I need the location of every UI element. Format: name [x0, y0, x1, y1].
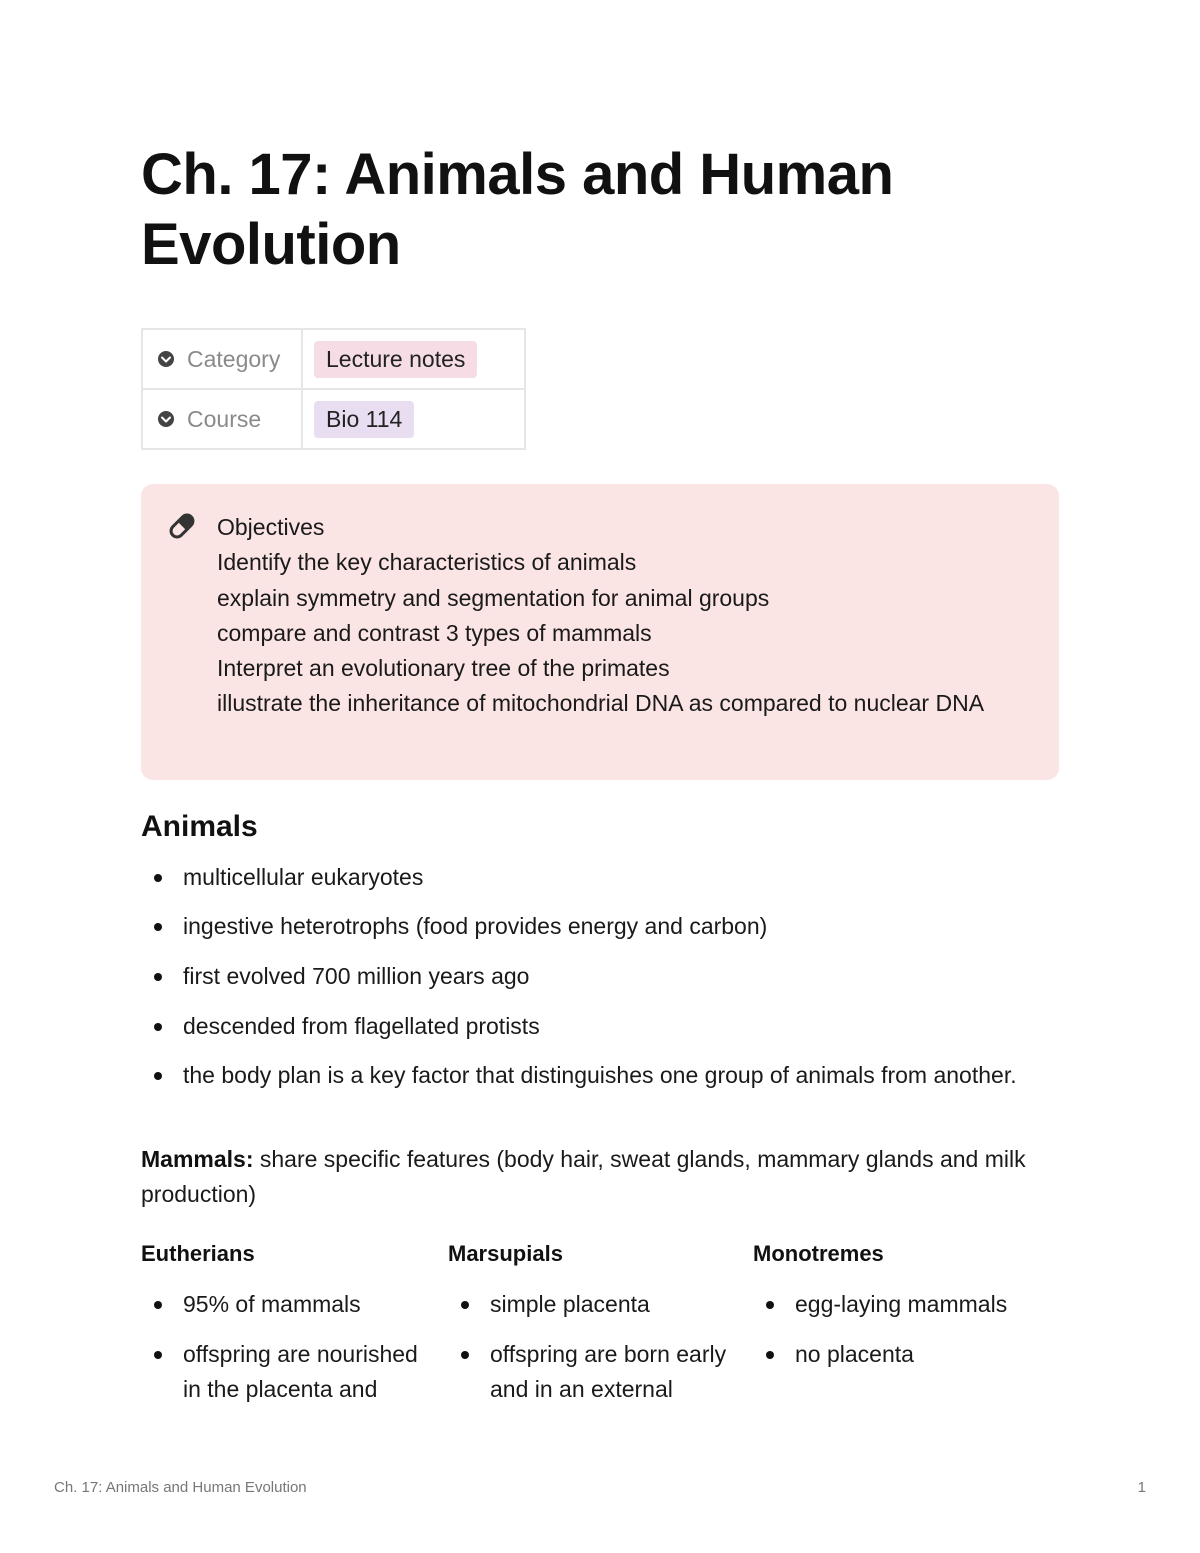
- callout-line: explain symmetry and segmentation for animal groups: [217, 584, 770, 611]
- callout-line: Interpret an evolutionary tree of the primates: [217, 655, 670, 682]
- callout-line: illustrate the inheritance of mitochondrial DNA as compared to nuclear DNA: [217, 690, 985, 717]
- objectives-callout: [141, 484, 1059, 780]
- list-item-text: multicellular eukaryotes: [183, 864, 424, 890]
- list-item: [753, 1337, 1053, 1372]
- column-bullet-list: [448, 1287, 748, 1407]
- callout-text: [217, 510, 1037, 722]
- list-item: [753, 1287, 1053, 1322]
- property-row-course: [142, 389, 525, 449]
- property-value-cell[interactable]: [302, 329, 525, 389]
- properties-table: [141, 328, 526, 450]
- pill-icon: [167, 511, 197, 541]
- column-marsupials: [448, 1238, 748, 1407]
- column-bullet-list: [141, 1287, 441, 1407]
- property-label-course: Course: [187, 405, 262, 432]
- list-item: [141, 1009, 1041, 1044]
- bullet-icon: [766, 1351, 774, 1359]
- column-bullet-list: [753, 1287, 1053, 1372]
- property-label-category: Category: [187, 345, 281, 372]
- column-monotremes: [753, 1238, 1053, 1372]
- list-item: [141, 909, 1041, 944]
- list-item: [448, 1287, 748, 1322]
- animals-heading: Animals: [141, 810, 258, 843]
- list-item-text: 95% of mammals: [183, 1291, 361, 1317]
- category-tag[interactable]: Lecture notes: [314, 341, 477, 378]
- list-item: [448, 1337, 748, 1407]
- bullet-icon: [461, 1301, 469, 1309]
- property-name-cell: [142, 329, 302, 389]
- animals-bullet-list: [141, 860, 1041, 1093]
- list-item-text: simple placenta: [490, 1291, 650, 1317]
- list-item: [141, 1337, 441, 1407]
- list-item-text: egg-laying mammals: [795, 1291, 1008, 1317]
- list-item-text: the body plan is a key factor that distinguishes one group of animals from another.: [183, 1062, 1017, 1088]
- page-number: 1: [1137, 1479, 1146, 1496]
- select-property-icon: [157, 410, 175, 428]
- course-tag[interactable]: Bio 114: [314, 401, 414, 438]
- list-item-text: offspring are born early and in an external: [490, 1341, 727, 1402]
- bullet-icon: [154, 1351, 162, 1359]
- bullet-icon: [154, 973, 162, 981]
- property-name-cell: [142, 389, 302, 449]
- list-item-text: no placenta: [795, 1341, 914, 1367]
- column-eutherians: [141, 1238, 441, 1407]
- callout-line: Objectives: [217, 514, 325, 540]
- bullet-icon: [766, 1301, 774, 1309]
- mammals-text: share specific features (body hair, sweat glands, mammary glands and milk production): [141, 1146, 1026, 1207]
- property-row-category: [142, 329, 525, 389]
- bullet-icon: [154, 923, 162, 931]
- bullet-icon: [154, 1072, 162, 1080]
- column-heading: Marsupials: [448, 1241, 563, 1266]
- list-item: [141, 860, 1041, 895]
- callout-line: compare and contrast 3 types of mammals: [217, 619, 652, 646]
- list-item: [141, 1287, 441, 1322]
- page-title: Ch. 17: Animals and Human Evolution: [141, 142, 894, 277]
- mammals-label: Mammals:: [141, 1146, 254, 1172]
- list-item: [141, 959, 1041, 994]
- footer-title: Ch. 17: Animals and Human Evolution: [54, 1479, 307, 1496]
- select-property-icon: [157, 350, 175, 368]
- bullet-icon: [154, 1023, 162, 1031]
- mammals-paragraph: [141, 1142, 1061, 1212]
- column-heading: Eutherians: [141, 1241, 255, 1266]
- bullet-icon: [154, 874, 162, 882]
- bullet-icon: [461, 1351, 469, 1359]
- property-value-cell[interactable]: [302, 389, 525, 449]
- bullet-icon: [154, 1301, 162, 1309]
- list-item-text: ingestive heterotrophs (food provides energy and carbon): [183, 913, 768, 939]
- list-item-text: first evolved 700 million years ago: [183, 963, 530, 989]
- column-heading: Monotremes: [753, 1241, 884, 1266]
- callout-line: Identify the key characteristics of animals: [217, 549, 637, 576]
- list-item: [141, 1058, 1041, 1093]
- list-item-text: descended from flagellated protists: [183, 1013, 540, 1039]
- list-item-text: offspring are nourished in the placenta and: [183, 1341, 418, 1402]
